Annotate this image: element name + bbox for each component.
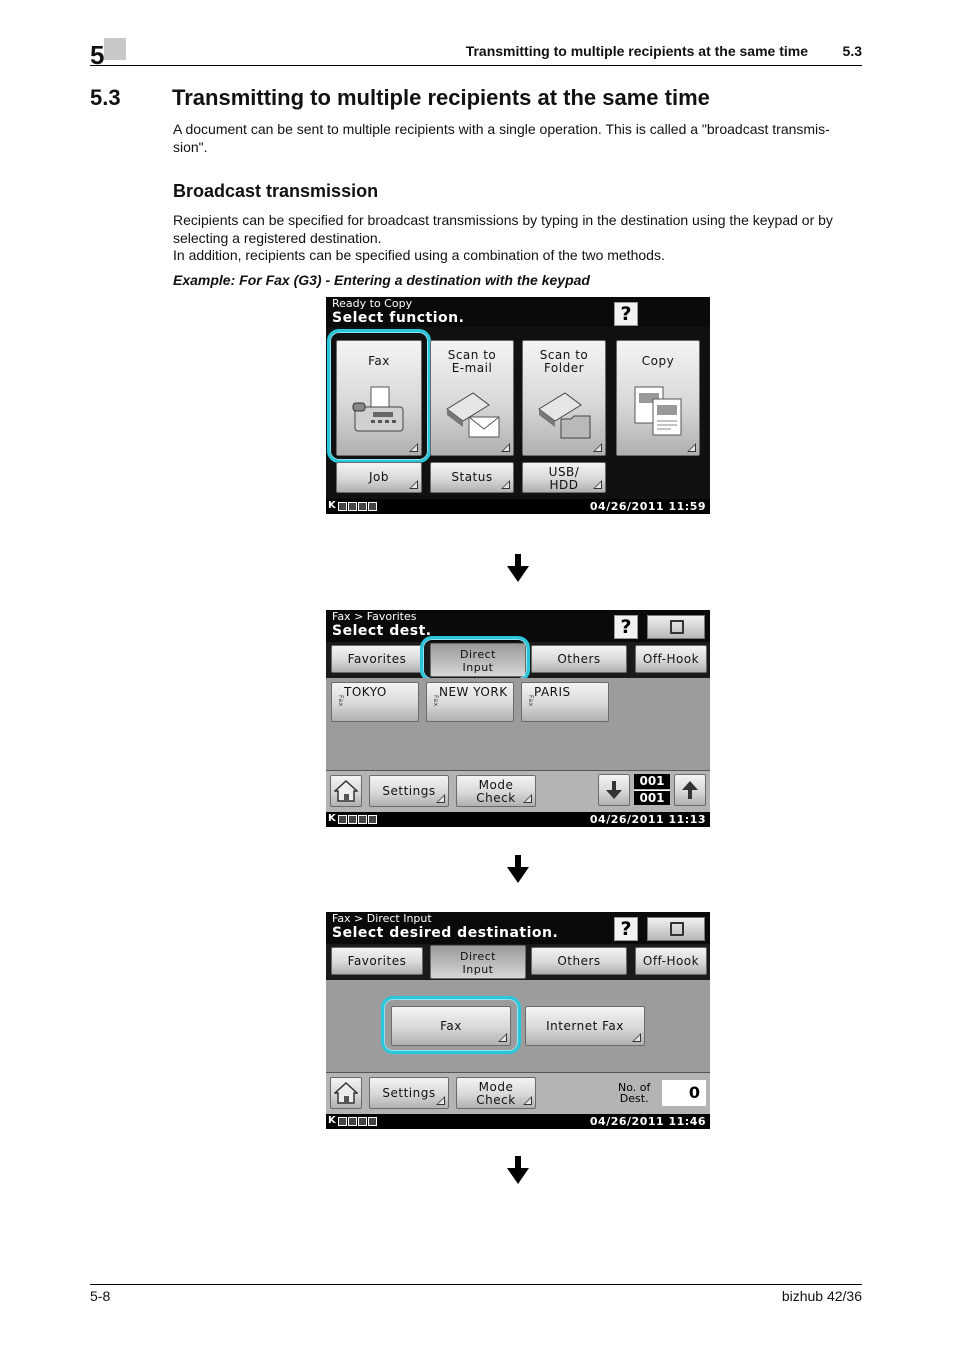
internet-fax-button[interactable]: Internet Fax — [525, 1006, 645, 1046]
status-bar — [326, 812, 710, 827]
footer-rule — [90, 1284, 862, 1285]
status-bar — [326, 1114, 710, 1129]
status-bar — [326, 499, 710, 514]
home-icon — [334, 1082, 358, 1104]
help-button[interactable]: ? — [614, 615, 638, 639]
fax-destination-button[interactable]: Fax — [391, 1006, 511, 1046]
scan-to-folder-button[interactable]: Scan to Folder — [522, 340, 606, 456]
direct-input-highlight — [420, 636, 530, 682]
home-button[interactable] — [330, 775, 362, 807]
tab-others[interactable]: Others — [531, 645, 627, 673]
status-text: Ready to Copy — [332, 297, 413, 310]
tab-favorites[interactable]: Favorites — [331, 645, 423, 673]
breadcrumb: Fax > Favorites — [332, 610, 417, 623]
arrow-up-icon — [682, 781, 698, 799]
date-time: 04/26/2011 11:13 — [589, 813, 706, 826]
no-of-dest-value: 0 — [662, 1080, 706, 1106]
toner-label: K — [328, 813, 336, 824]
mode-check-button[interactable]: Mode Check — [456, 1077, 536, 1109]
screen-title: Select dest. — [332, 623, 432, 639]
product-name: bizhub 42/36 — [781, 1288, 862, 1304]
subsection-paragraph: Recipients can be specified for broadcast transmissions by typing in the destination using the keypad or by selecting a registered destination. In addition, recipients can be specified using a combination of the two methods. — [173, 212, 833, 263]
intro-paragraph: A document can be sent to multiple recipients with a single operation. This is called a "broadcast transmis- sion". — [173, 121, 830, 155]
screen-select-function — [326, 297, 710, 514]
arrow-down-icon — [606, 781, 622, 799]
address-book-icon — [670, 922, 684, 936]
running-header-section: 5.3 — [842, 43, 862, 59]
destination-new-york[interactable]: Fax NEW YORK — [426, 682, 514, 722]
page-current: 001 — [634, 774, 670, 789]
running-header-title: Transmitting to multiple recipients at the same time — [465, 43, 808, 59]
copy-documents-icon — [631, 383, 687, 439]
copy-button[interactable]: Copy — [616, 340, 700, 456]
tab-favorites[interactable]: Favorites — [331, 947, 423, 975]
example-caption: Example: For Fax (G3) - Entering a destination with the keypad — [173, 272, 590, 288]
job-button[interactable]: Job — [336, 462, 422, 493]
breadcrumb: Fax > Direct Input — [332, 912, 432, 925]
section-heading: 5.3 Transmitting to multiple recipients at the same time — [90, 85, 710, 110]
no-of-dest-label: No. of Dest. — [618, 1081, 651, 1105]
toner-level-icon — [338, 815, 377, 824]
chapter-marker — [104, 38, 126, 60]
screen-direct-input — [326, 912, 710, 1129]
chapter-number: 5 — [90, 40, 105, 70]
subsection-heading: Broadcast transmission — [173, 181, 379, 201]
destination-tokyo[interactable]: Fax TOKYO — [331, 682, 419, 722]
scanner-folder-icon — [535, 387, 595, 443]
address-book-button[interactable] — [647, 917, 705, 941]
screen-title: Select desired destination. — [332, 925, 559, 941]
home-button[interactable] — [330, 1077, 362, 1109]
down-arrow-icon — [507, 1156, 529, 1184]
page-number: 5-8 — [90, 1288, 111, 1304]
toner-label: K — [328, 500, 336, 511]
help-button[interactable]: ? — [614, 302, 638, 326]
off-hook-button[interactable]: Off-Hook — [635, 947, 707, 975]
tab-direct-input[interactable]: Direct Input — [430, 643, 526, 677]
fax-button-highlight — [327, 329, 431, 463]
page-down-button[interactable] — [598, 774, 630, 806]
fax-destination-highlight — [381, 996, 521, 1054]
usb-hdd-button[interactable]: USB/ HDD — [522, 462, 606, 493]
header-rule — [90, 65, 862, 66]
screen-title: Select function. — [332, 310, 465, 326]
help-button[interactable]: ? — [614, 917, 638, 941]
toner-label: K — [328, 1115, 336, 1126]
page-up-button[interactable] — [674, 774, 706, 806]
address-book-icon — [670, 620, 684, 634]
status-button[interactable]: Status — [430, 462, 514, 493]
settings-button[interactable]: Settings — [369, 1077, 449, 1109]
scanner-email-icon — [443, 387, 503, 443]
date-time: 04/26/2011 11:59 — [589, 500, 706, 513]
down-arrow-icon — [507, 554, 529, 582]
scan-to-email-button[interactable]: Scan to E-mail — [430, 340, 514, 456]
page-total: 001 — [634, 790, 670, 805]
settings-button[interactable]: Settings — [369, 775, 449, 807]
date-time: 04/26/2011 11:46 — [589, 1115, 706, 1128]
tab-others[interactable]: Others — [531, 947, 627, 975]
tab-direct-input[interactable]: Direct Input — [430, 945, 526, 979]
toner-level-icon — [338, 502, 377, 511]
off-hook-button[interactable]: Off-Hook — [635, 645, 707, 673]
home-icon — [334, 780, 358, 802]
destination-paris[interactable]: Fax PARIS — [521, 682, 609, 722]
down-arrow-icon — [507, 855, 529, 883]
address-book-button[interactable] — [647, 615, 705, 639]
mode-check-button[interactable]: Mode Check — [456, 775, 536, 807]
screen-select-destination — [326, 610, 710, 827]
fax-button[interactable]: Fax — [336, 340, 422, 456]
toner-level-icon — [338, 1117, 377, 1126]
